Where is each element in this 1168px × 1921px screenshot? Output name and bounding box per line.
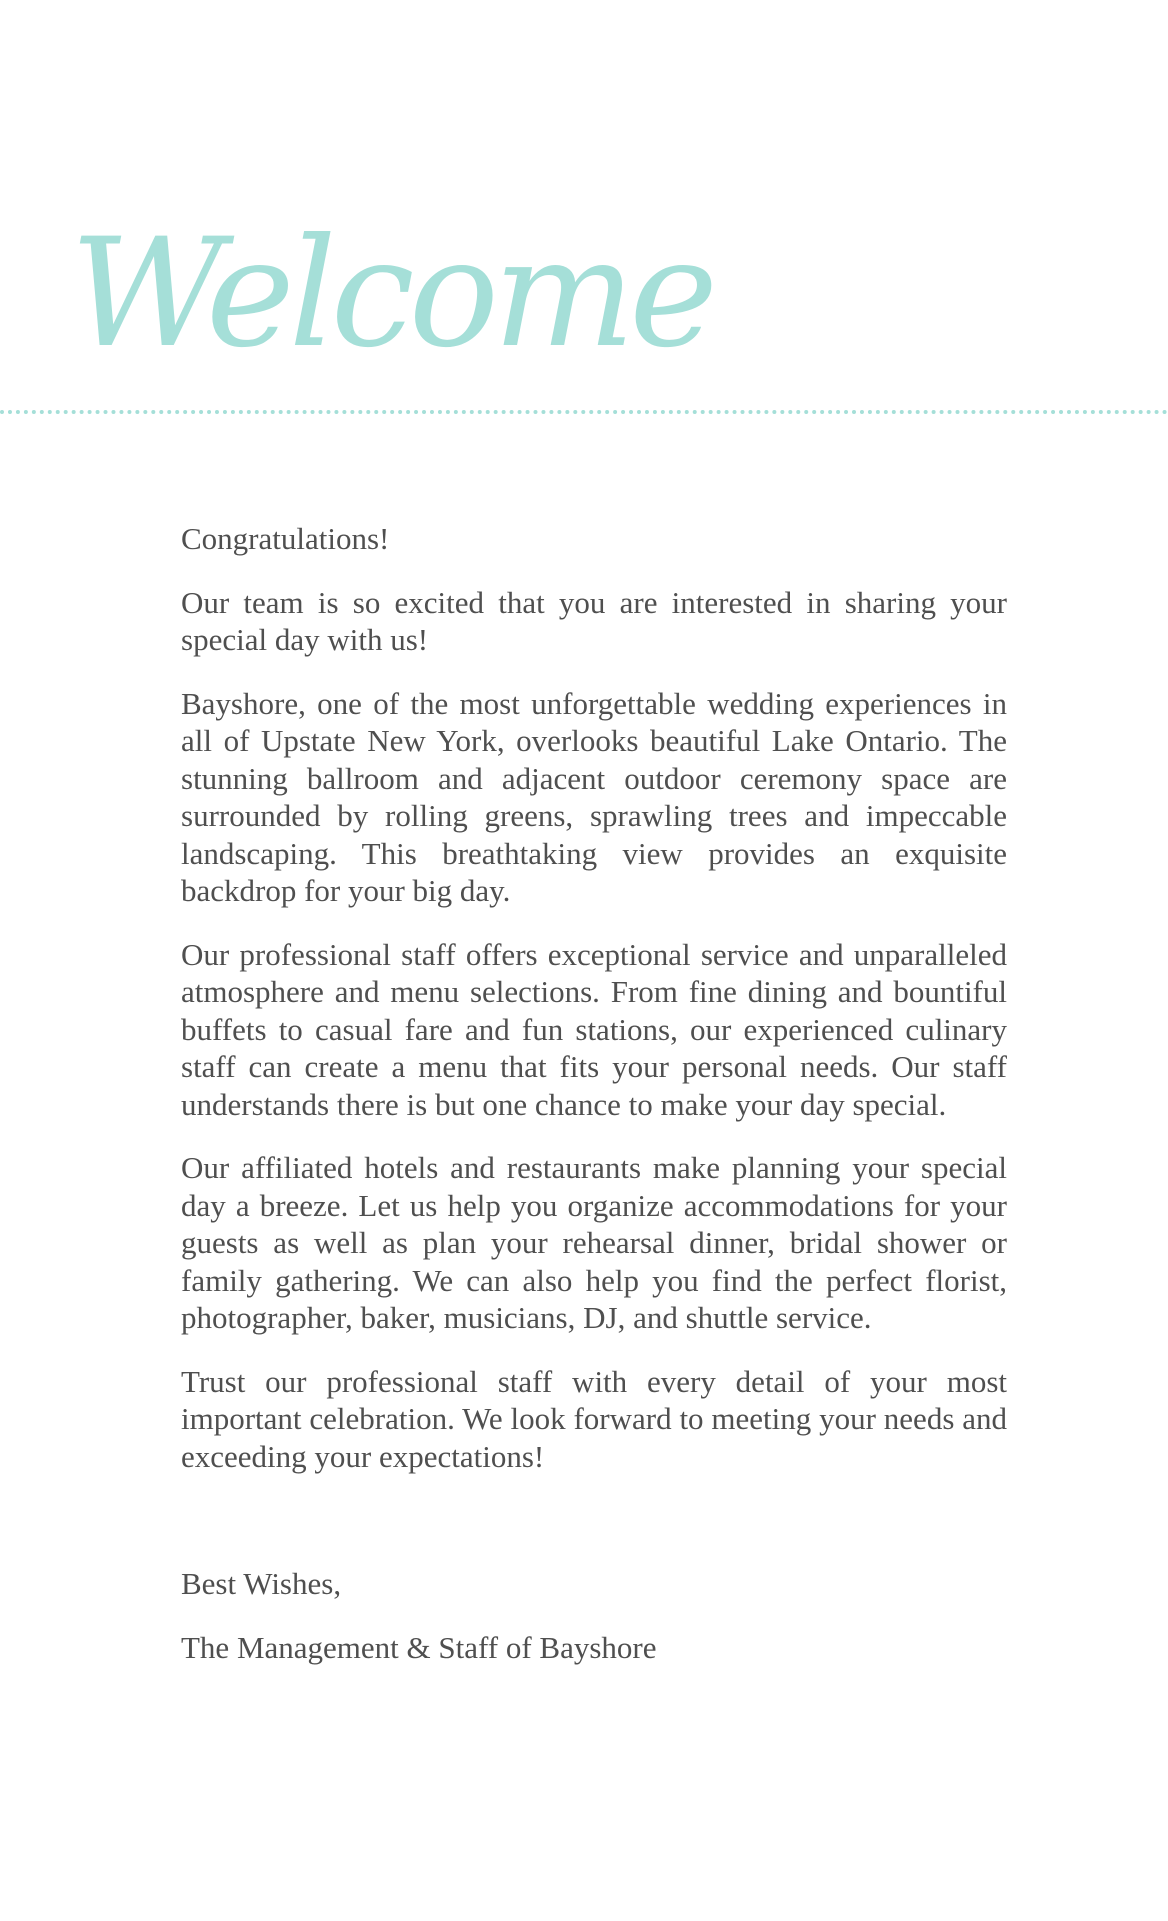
letter-signature: The Management & Staff of Bayshore — [181, 1629, 657, 1665]
letter-paragraph-1: Our team is so excited that you are interested in sharing your special day with us! — [181, 584, 1007, 657]
letter-paragraph-3: Our professional staff offers exceptional service and unparalleled atmosphere and menu selections. From fine dining and bountiful buffets to casual fare and fun stations, our experienced culinary staff can create a menu that fits your personal needs. Our staff understands there is but one chance to make your day special. — [181, 936, 1007, 1122]
welcome-heading — [70, 207, 713, 390]
welcome-script-title — [70, 207, 713, 390]
letter-closing: Best Wishes, — [181, 1566, 342, 1601]
letter-paragraph-5: Trust our professional staff with every detail of your most important celebration. We look forward to meeting your needs and exceeding your expectations! — [181, 1363, 1007, 1474]
letter-signoff — [181, 1565, 1007, 1692]
letter-greeting: Congratulations! — [181, 521, 390, 556]
letter-paragraph-2: Bayshore, one of the most unforgettable wedding experiences in all of Upstate New York, overlooks beautiful Lake Ontario. The stunning ballroom and adjacent outdoor ceremony space are surrounded by rolling greens, sprawling trees and impeccable landscaping. This breathtaking view provides an exquisite backdrop for your big day. — [181, 685, 1007, 908]
letter-paragraph-4: Our affiliated hotels and restaurants make planning your special day a breeze. Let us help you organize accommodations for your guests as well as plan your rehearsal dinner, bridal shower or family gathering. We can also help you find the perfect florist, photographer, baker, musicians, DJ, and shuttle service. — [181, 1150, 1007, 1335]
welcome-title-text: Welcome — [70, 207, 713, 381]
dotted-divider — [0, 410, 1168, 414]
welcome-letter — [181, 520, 1007, 1501]
